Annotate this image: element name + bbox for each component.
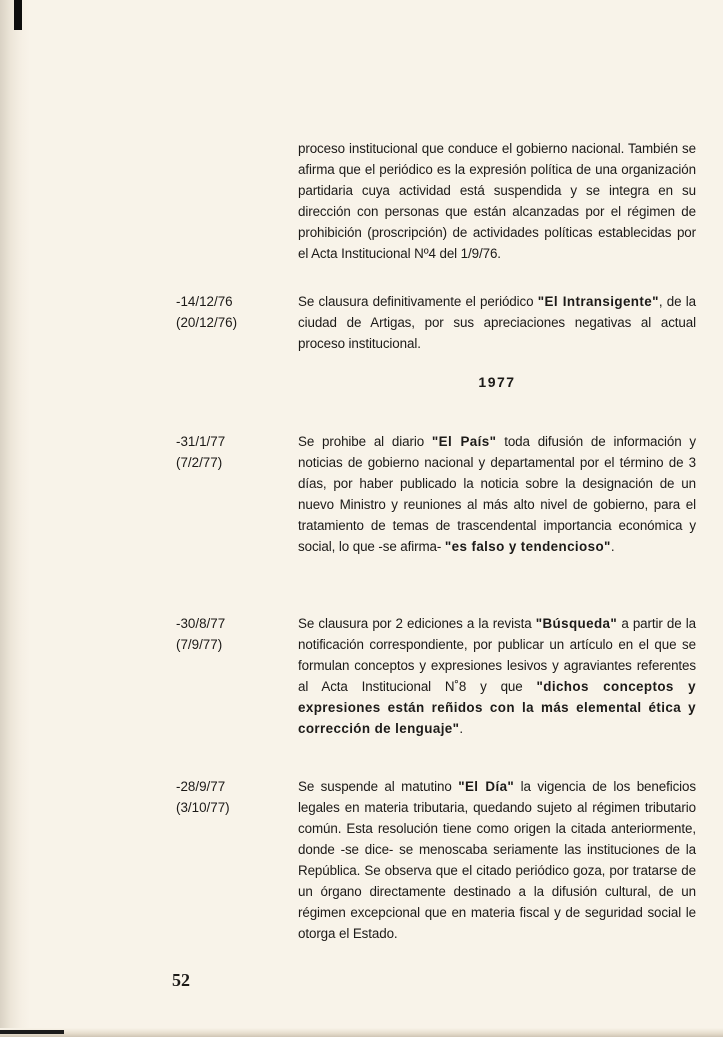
entry-paragraph — [298, 291, 696, 354]
entry-date: -28/9/77 — [176, 779, 226, 794]
entry-date: -31/1/77 — [176, 434, 226, 449]
entry-text: Se clausura definitivamente el periódico — [298, 294, 538, 309]
entry-paragraph — [298, 613, 696, 739]
entry-publication-date: (3/10/77) — [176, 800, 230, 815]
year-heading: 1977 — [478, 374, 516, 390]
entry-text-mid: a partir de la notificación correspondiente, por publicar un artículo en el que se formulan conceptos y expresiones lesivos y agraviantes referentes al Acta Institucional N˚8 y que — [298, 616, 696, 694]
entry-publication-date: (7/9/77) — [176, 637, 223, 652]
entry-date-block — [176, 431, 286, 473]
entry-date-block — [176, 291, 286, 333]
entry-paragraph — [298, 776, 696, 944]
scan-edge-mark — [14, 0, 22, 30]
entry-text-end: . — [459, 721, 464, 736]
entry-text: Se prohibe al diario — [298, 434, 432, 449]
intro-text: proceso institucional que conduce el gobierno nacional. También se afirma que el periódico es la expresión política de una organización partidaria cuya actividad está suspendida y se integra en su dirección con personas que están alcanzadas por el régimen de prohibición (proscripción) de actividades políticas establecidas por el Acta Institucional Nº4 del 1/9/76. — [298, 141, 696, 261]
entry-date-block — [176, 776, 286, 818]
entry-quote-2: "dichos conceptos y expresiones están reñidos con la más elemental ética y corrección de lenguaje" — [298, 679, 696, 736]
entry-date: -14/12/76 — [176, 294, 233, 309]
entry-quote: "El Día" — [458, 779, 515, 794]
entry-text-end: . — [610, 539, 615, 554]
entry-text-mid: toda difusión de información y noticias de gobierno nacional y departamental por el término de 3 días, por haber publicado la noticia sobre la designación de un nuevo Ministro y reuniones al más alto nivel de gobierno, para el tratamiento de temas de trascendental importancia económica y social, lo que -se afirma- — [298, 434, 697, 554]
page-number: 52 — [172, 970, 190, 990]
entry-quote-2: "es falso y tendencioso" — [444, 539, 611, 554]
page-binding-shadow — [0, 0, 30, 1037]
entry-publication-date: (20/12/76) — [176, 315, 238, 330]
scan-bottom-mark — [0, 1030, 64, 1034]
entry-paragraph — [298, 431, 696, 557]
entry-text-end: , de la ciudad de Artigas, por sus apreciaciones negativas al actual proceso institucional. — [298, 294, 696, 351]
entry-quote: "El Intransigente" — [537, 294, 659, 309]
entry-quote: "El País" — [431, 434, 497, 449]
entry-text: Se suspende al matutino — [298, 779, 459, 794]
intro-paragraph — [298, 138, 696, 264]
page-bottom-edge — [0, 1028, 723, 1037]
entry-date-block — [176, 613, 286, 655]
entry-publication-date: (7/2/77) — [176, 455, 223, 470]
entry-text-end: la vigencia de los beneficios legales en materia tributaria, quedando sujeto al régimen tributario común. Esta resolución tiene como origen la citada anteriormente, donde -se dice- se menoscaba seriamente las instituciones de la República. Se observa que el citado periódico goza, por tratarse de un órgano directamente destinado a la difusión cultural, de un régimen excepcional que en materia fiscal y de seguridad social le otorga el Estado. — [298, 779, 697, 941]
entry-text: Se clausura por 2 ediciones a la revista — [298, 616, 536, 631]
entry-date: -30/8/77 — [176, 616, 226, 631]
entry-quote: "Búsqueda" — [535, 616, 618, 631]
